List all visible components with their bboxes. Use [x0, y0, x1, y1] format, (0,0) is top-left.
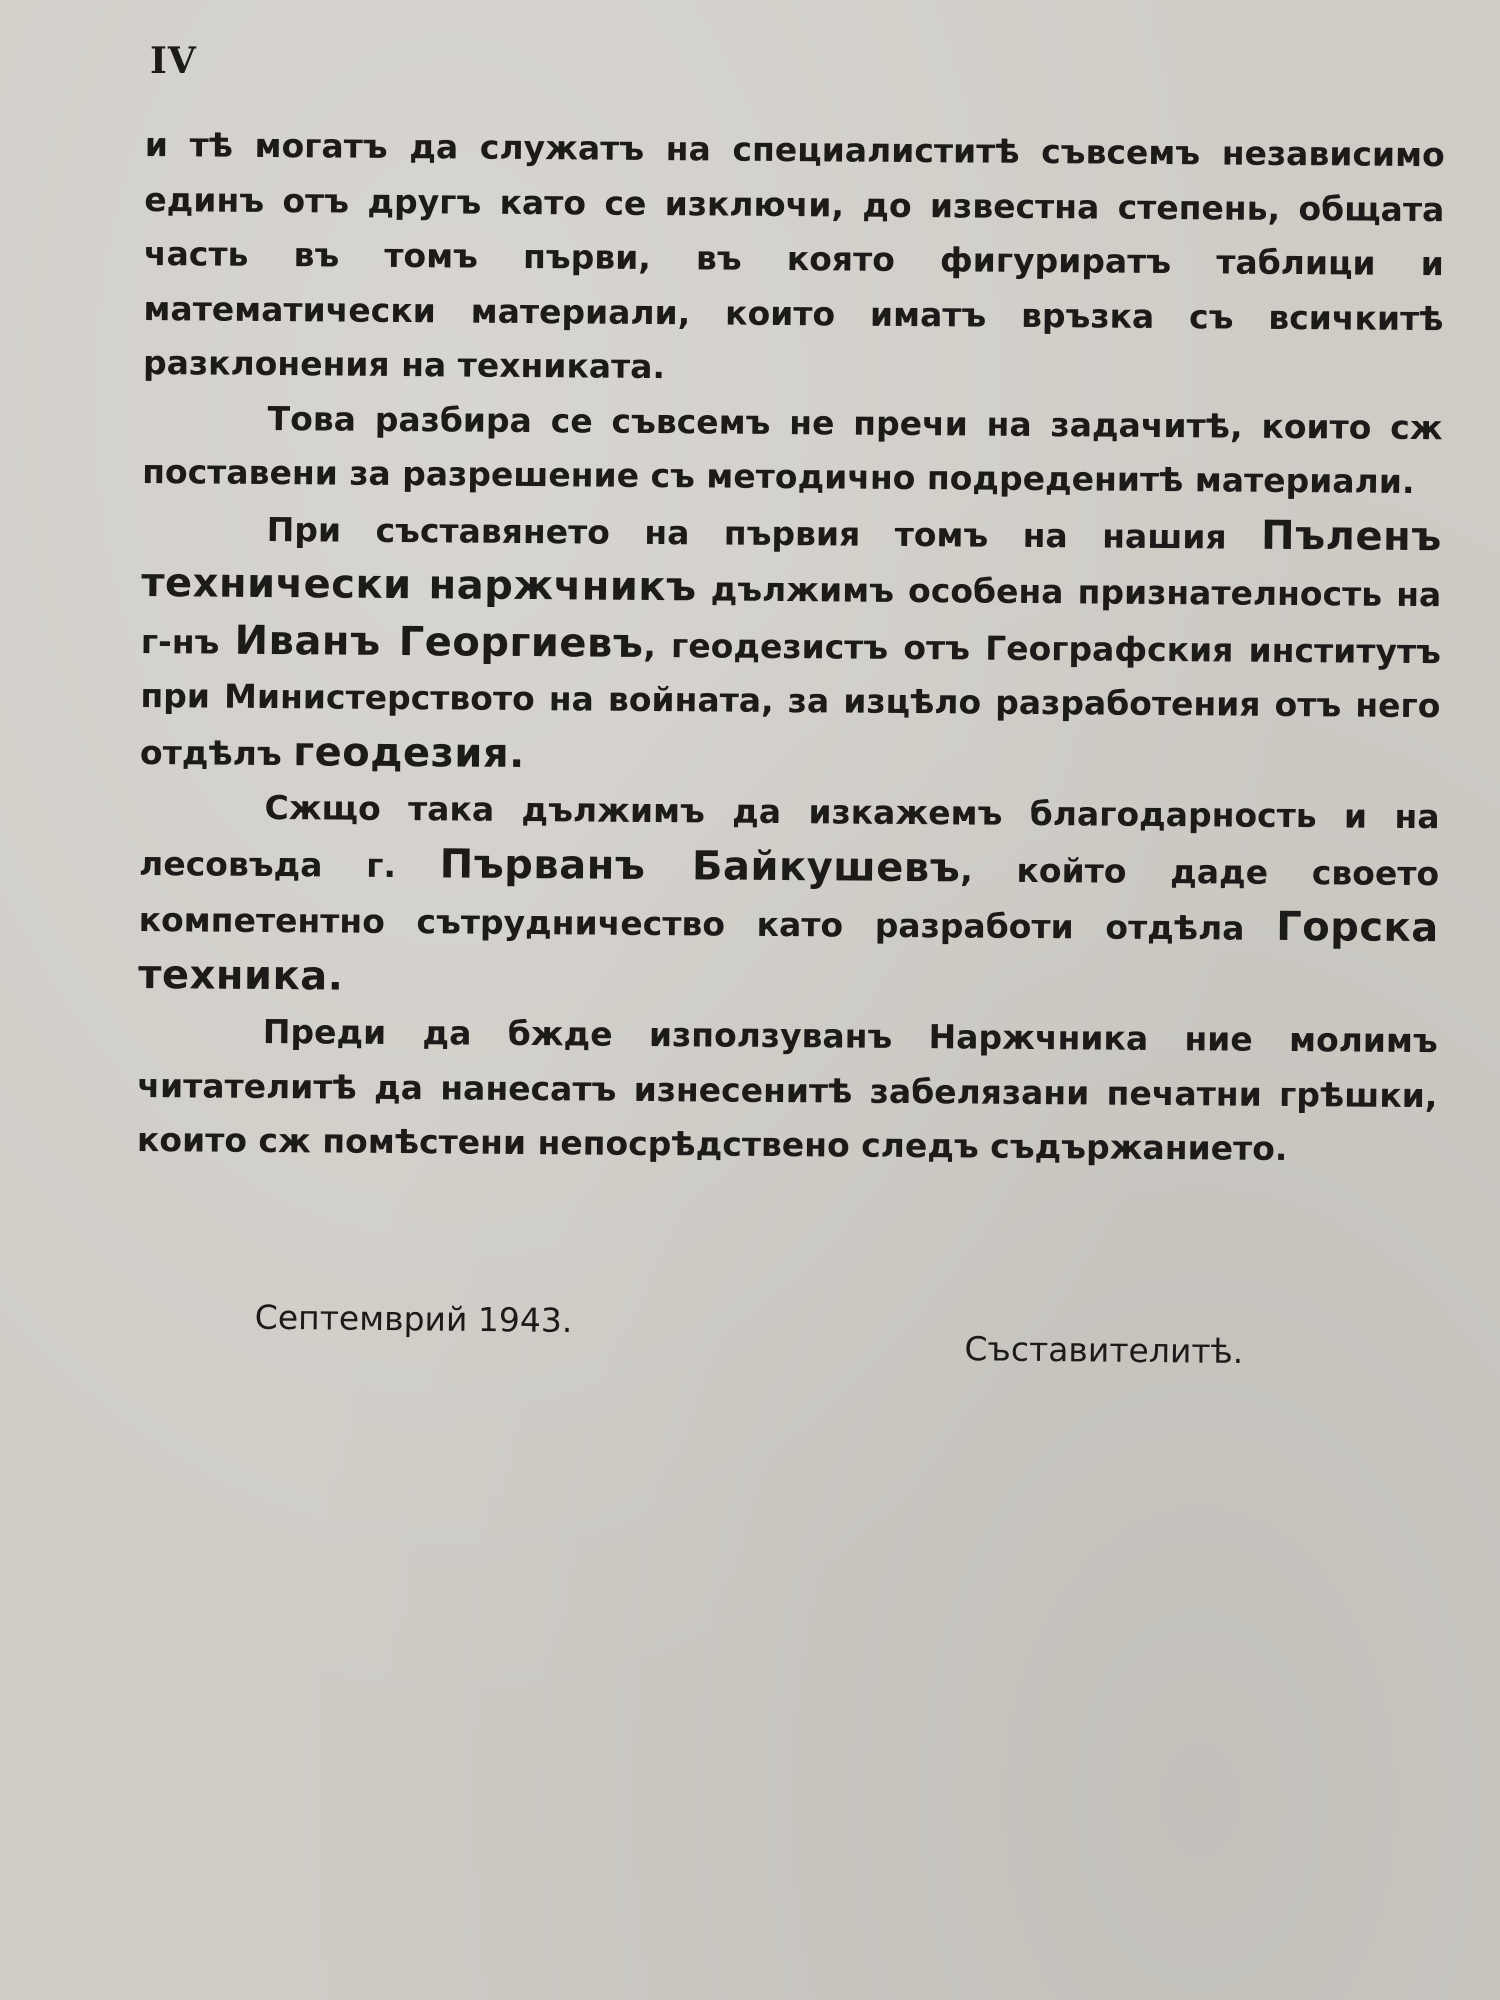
paragraph-text: При съставянето на първия томъ на нашия [266, 509, 1262, 557]
section-name: геодезия. [293, 728, 525, 777]
person-name: Първанъ Байкушевъ [439, 840, 961, 891]
paragraph-geodesy-acknowledgement [140, 499, 1442, 790]
paragraph-errata-note: Преди да бжде използуванъ Наржчника ние молимъ читателитѣ да нанесатъ изнесенитѣ забелязани печатни грѣшки, които сж помѣстени непосрѣдствено следъ съдържанието. [136, 1011, 1438, 1169]
person-name: Иванъ Георгиевъ [234, 617, 644, 667]
page-number: IV [150, 40, 197, 82]
paragraph-text: , който даде своето компетентно сътрудничество като разработи отдѣла [138, 849, 1440, 948]
paragraph-text: дължимъ особена признателность на г-нъ [140, 569, 1442, 662]
date-line: Септемврий 1943. [254, 1297, 573, 1340]
closing-block [0, 1295, 1500, 1372]
paragraph-continuation: и тѣ могатъ да служатъ на специалиститѣ съвсемъ независимо единъ отъ другъ като се изключи, до известна степень, общата часть въ томъ първи, въ която фигуриратъ таблици и математически материали, които иматъ връзка съ всичкитѣ разклонения на техниката. [142, 124, 1445, 387]
paragraph-text: Сжщо така дължимъ да изкажемъ благодарность и на лесовъда г. [138, 787, 1440, 885]
paragraph-forestry-acknowledgement [138, 780, 1440, 1014]
paragraph-methodical-note: Това разбира се съвсемъ не пречи на задачитѣ, които сж поставени за разрешение съ методично подреденитѣ материали. [142, 398, 1443, 501]
signature-line: Съставителитѣ. [964, 1329, 1244, 1372]
body-text [137, 118, 1445, 1178]
paragraph-text: , геодезистъ отъ Географския институтъ при Министерството на войната, за изцѣло разработения отъ него отдѣлъ [139, 625, 1442, 773]
section-name: Горска техника. [138, 903, 1439, 1000]
book-title: Пъленъ технически наржчникъ [141, 512, 1442, 611]
